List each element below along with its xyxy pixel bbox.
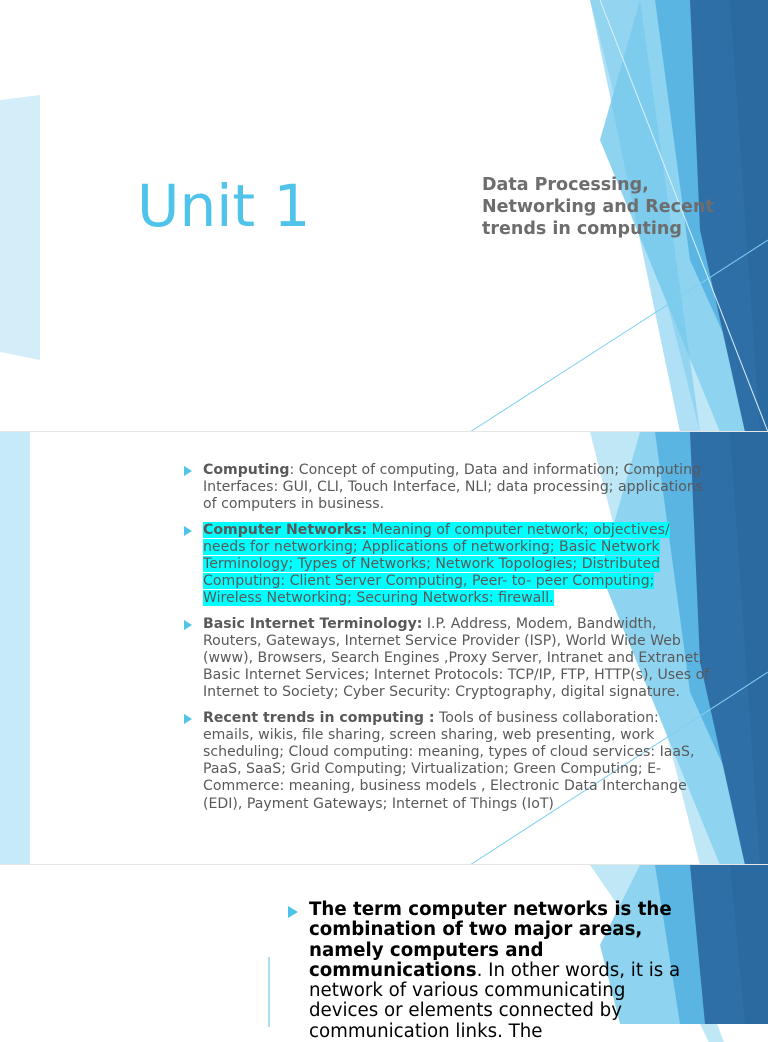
list-item xyxy=(184,616,712,702)
list-item xyxy=(184,710,712,813)
bullet-arrow-icon xyxy=(184,620,192,630)
slide-title: Unit 1 xyxy=(137,172,311,240)
bullet-arrow-icon xyxy=(184,526,192,536)
definition-slide xyxy=(0,865,768,1042)
title-slide xyxy=(0,0,768,432)
topics-list xyxy=(184,462,712,821)
definition-paragraph: The term computer networks is the combination of two major areas, namely computers and communications. In other words, it is a network of various communicating devices or elements connected by communication links. The xyxy=(288,900,688,1042)
item-body: Computing: Concept of computing, Data and information; Computing Interfaces: GUI, CLI, Touch Interface, NLI; data processing; applications of computers in business. xyxy=(203,462,704,513)
list-item xyxy=(184,462,712,514)
bullet-arrow-icon xyxy=(288,906,298,918)
accent-line xyxy=(268,957,270,1027)
bullet-arrow-icon xyxy=(184,466,192,476)
slide-subtitle: Data Processing, Networking and Recent trends in computing xyxy=(482,175,714,239)
highlighted-item-body: Computer Networks: Meaning of computer network; objectives/ needs for networking; Applications of networking; Basic Network Terminology; Types of Networks; Network Topologies; Distributed Computing: Client Server Computing, Peer- to- peer Computing; Wireless Networking; Securing Networks: firewall. xyxy=(203,521,670,607)
item-body: Recent trends in computing : Tools of business collaboration: emails, wikis, file sharing, screen sharing, web presenting, work scheduling; Cloud computing: meaning, types of cloud services: IaaS, PaaS, SaaS; Grid Computing; Virtualization; Green Computing; E-Commerce: meaning, business models , Electronic Data Interchange (EDI), Payment Gateways; Internet of Things (IoT) xyxy=(203,709,695,812)
item-body: Basic Internet Terminology: I.P. Address, Modem, Bandwidth, Routers, Gateways, Internet Service Provider (ISP), World Wide Web (www), Browsers, Search Engines ,Proxy Server, Intranet and Extranet; Basic Internet Services; Internet Protocols: TCP/IP, FTP, HTTP(s), Uses of Internet to Society; Cyber Security: Cryptography, digital signature. xyxy=(203,615,710,701)
list-item xyxy=(184,522,712,608)
bullet-arrow-icon xyxy=(184,714,192,724)
